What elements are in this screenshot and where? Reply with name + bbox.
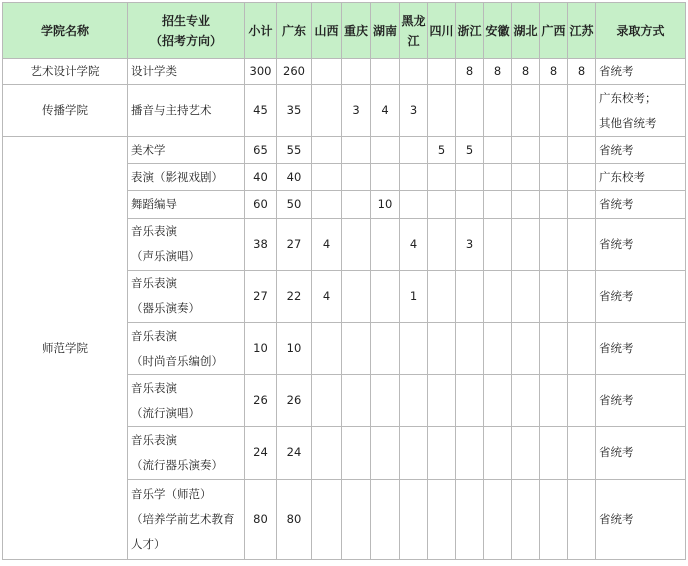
province-count-cell xyxy=(512,322,540,374)
province-count-cell xyxy=(456,479,484,559)
college-cell: 艺术设计学院 xyxy=(3,59,128,85)
table-row xyxy=(3,137,686,164)
admission-cell xyxy=(596,218,686,270)
province-count-cell xyxy=(312,164,342,191)
province-count-cell xyxy=(568,322,596,374)
province-count-cell xyxy=(371,164,400,191)
admission-line: 省统考 xyxy=(599,288,634,303)
province-count-cell xyxy=(428,322,456,374)
province-count-cell: 8 xyxy=(512,59,540,85)
province-count-cell xyxy=(342,191,371,218)
province-count-cell xyxy=(568,375,596,427)
total-cell: 45 xyxy=(245,85,277,137)
province-count-cell xyxy=(428,270,456,322)
header-province: 广西 xyxy=(540,3,568,59)
province-count-cell xyxy=(456,427,484,479)
province-count-cell: 8 xyxy=(568,59,596,85)
header-province-heilongjiang: 黑龙江 xyxy=(401,13,426,48)
province-count-cell xyxy=(428,479,456,559)
major-line: 设计学类 xyxy=(131,64,177,79)
total-cell: 27 xyxy=(245,270,277,322)
province-count-cell: 3 xyxy=(456,218,484,270)
admission-line: 省统考 xyxy=(599,197,634,212)
province-count-cell xyxy=(342,137,371,164)
province-count-cell: 22 xyxy=(277,270,312,322)
province-count-cell xyxy=(540,218,568,270)
province-count-cell: 3 xyxy=(342,85,371,137)
major-line: 播音与主持艺术 xyxy=(131,103,212,118)
province-count-cell: 1 xyxy=(400,270,428,322)
major-line: 音乐表演 xyxy=(131,380,177,395)
province-count-cell: 5 xyxy=(428,137,456,164)
province-count-cell xyxy=(400,479,428,559)
province-count-cell xyxy=(400,137,428,164)
province-count-cell xyxy=(371,270,400,322)
province-count-cell: 4 xyxy=(312,218,342,270)
province-count-cell xyxy=(484,191,512,218)
header-province: 安徽 xyxy=(484,3,512,59)
major-line: 音乐表演 xyxy=(131,276,177,291)
province-count-cell xyxy=(540,322,568,374)
major-cell xyxy=(128,322,245,374)
admission-cell xyxy=(596,322,686,374)
header-province: 广东 xyxy=(277,3,312,59)
province-count-cell: 35 xyxy=(277,85,312,137)
province-count-cell xyxy=(400,191,428,218)
header-row xyxy=(3,3,686,59)
admission-line: 省统考 xyxy=(599,393,634,408)
province-count-cell xyxy=(540,191,568,218)
header-province: 湖南 xyxy=(371,3,400,59)
province-count-cell xyxy=(512,479,540,559)
major-cell xyxy=(128,218,245,270)
province-count-cell xyxy=(540,270,568,322)
province-count-cell: 24 xyxy=(277,427,312,479)
major-line: （声乐演唱） xyxy=(131,249,200,264)
major-line: （器乐演奏） xyxy=(131,301,200,316)
province-count-cell xyxy=(428,85,456,137)
admission-line: 省统考 xyxy=(599,341,634,356)
total-cell: 24 xyxy=(245,427,277,479)
province-count-cell xyxy=(312,59,342,85)
header-province: 湖北 xyxy=(512,3,540,59)
province-count-cell: 3 xyxy=(400,85,428,137)
province-count-cell xyxy=(484,479,512,559)
major-cell xyxy=(128,137,245,164)
major-line: 音乐表演 xyxy=(131,432,177,447)
province-count-cell xyxy=(342,427,371,479)
province-count-cell xyxy=(456,164,484,191)
province-count-cell xyxy=(312,191,342,218)
header-admission: 录取方式 xyxy=(596,3,686,59)
province-count-cell xyxy=(312,85,342,137)
major-line: （流行器乐演奏） xyxy=(131,457,223,472)
province-count-cell xyxy=(342,59,371,85)
province-count-cell xyxy=(371,375,400,427)
province-count-cell xyxy=(400,427,428,479)
province-count-cell xyxy=(484,85,512,137)
major-line: （时尚音乐编创） xyxy=(131,353,223,368)
admission-cell xyxy=(596,479,686,559)
admission-cell xyxy=(596,85,686,137)
total-cell: 80 xyxy=(245,479,277,559)
province-count-cell xyxy=(484,375,512,427)
total-cell: 10 xyxy=(245,322,277,374)
province-count-cell xyxy=(568,479,596,559)
major-line: （培养学前艺术教育 xyxy=(131,511,235,526)
total-cell: 40 xyxy=(245,164,277,191)
province-count-cell xyxy=(371,479,400,559)
major-line: 人才） xyxy=(131,536,166,551)
major-cell xyxy=(128,85,245,137)
header-major xyxy=(128,3,245,59)
province-count-cell xyxy=(312,479,342,559)
province-count-cell xyxy=(568,85,596,137)
province-count-cell xyxy=(512,427,540,479)
province-count-cell xyxy=(371,427,400,479)
province-count-cell xyxy=(342,218,371,270)
province-count-cell xyxy=(428,427,456,479)
province-count-cell xyxy=(512,191,540,218)
header-major-line2: （招考方向） xyxy=(149,33,222,48)
province-count-cell: 27 xyxy=(277,218,312,270)
province-count-cell xyxy=(428,59,456,85)
province-count-cell xyxy=(428,218,456,270)
province-count-cell xyxy=(371,59,400,85)
major-line: 表演（影视戏剧） xyxy=(131,169,223,184)
province-count-cell xyxy=(456,85,484,137)
admission-line: 省统考 xyxy=(599,236,634,251)
total-cell: 26 xyxy=(245,375,277,427)
header-province: 重庆 xyxy=(342,3,371,59)
admission-line: 广东校考； xyxy=(599,90,657,105)
province-count-cell xyxy=(512,270,540,322)
header-major-line1: 招生专业 xyxy=(161,13,210,28)
header-province xyxy=(400,3,428,59)
province-count-cell xyxy=(400,59,428,85)
province-count-cell xyxy=(312,427,342,479)
admission-line: 省统考 xyxy=(599,445,634,460)
province-count-cell xyxy=(400,375,428,427)
header-province: 四川 xyxy=(428,3,456,59)
province-count-cell xyxy=(512,137,540,164)
province-count-cell xyxy=(456,191,484,218)
province-count-cell: 10 xyxy=(371,191,400,218)
table-row xyxy=(3,85,686,137)
province-count-cell xyxy=(540,427,568,479)
province-count-cell: 4 xyxy=(400,218,428,270)
total-cell: 300 xyxy=(245,59,277,85)
province-count-cell xyxy=(428,375,456,427)
province-count-cell xyxy=(456,322,484,374)
major-line: （流行演唱） xyxy=(131,405,200,420)
province-count-cell xyxy=(568,191,596,218)
province-count-cell xyxy=(512,164,540,191)
admission-line: 省统考 xyxy=(599,142,634,157)
province-count-cell xyxy=(342,322,371,374)
header-total: 小计 xyxy=(245,3,277,59)
major-cell xyxy=(128,427,245,479)
total-cell: 65 xyxy=(245,137,277,164)
province-count-cell xyxy=(540,479,568,559)
college-cell: 师范学院 xyxy=(3,137,128,560)
admission-cell xyxy=(596,164,686,191)
header-province: 江苏 xyxy=(568,3,596,59)
province-count-cell xyxy=(568,137,596,164)
province-count-cell xyxy=(484,137,512,164)
table-row xyxy=(3,59,686,85)
province-count-cell xyxy=(342,164,371,191)
province-count-cell xyxy=(484,322,512,374)
province-count-cell xyxy=(371,218,400,270)
province-count-cell: 26 xyxy=(277,375,312,427)
province-count-cell xyxy=(484,164,512,191)
admission-line: 省统考 xyxy=(599,511,634,526)
admission-cell xyxy=(596,270,686,322)
province-count-cell xyxy=(568,218,596,270)
province-count-cell xyxy=(512,218,540,270)
province-count-cell: 5 xyxy=(456,137,484,164)
province-count-cell: 8 xyxy=(540,59,568,85)
province-count-cell xyxy=(456,375,484,427)
province-count-cell xyxy=(484,270,512,322)
major-cell xyxy=(128,479,245,559)
header-province: 山西 xyxy=(312,3,342,59)
admission-cell xyxy=(596,427,686,479)
admission-line: 省统考 xyxy=(599,64,634,79)
major-cell xyxy=(128,164,245,191)
college-cell: 传播学院 xyxy=(3,85,128,137)
province-count-cell: 50 xyxy=(277,191,312,218)
province-count-cell: 4 xyxy=(312,270,342,322)
major-cell xyxy=(128,270,245,322)
province-count-cell xyxy=(484,427,512,479)
province-count-cell xyxy=(428,164,456,191)
province-count-cell: 4 xyxy=(371,85,400,137)
province-count-cell: 260 xyxy=(277,59,312,85)
major-line: 音乐学（师范） xyxy=(131,486,212,501)
admission-line: 广东校考 xyxy=(599,169,645,184)
header-college: 学院名称 xyxy=(3,3,128,59)
total-cell: 60 xyxy=(245,191,277,218)
province-count-cell xyxy=(568,164,596,191)
province-count-cell: 55 xyxy=(277,137,312,164)
admission-cell xyxy=(596,59,686,85)
province-count-cell xyxy=(312,322,342,374)
province-count-cell: 40 xyxy=(277,164,312,191)
major-cell xyxy=(128,375,245,427)
province-count-cell: 10 xyxy=(277,322,312,374)
province-count-cell xyxy=(540,164,568,191)
major-cell xyxy=(128,191,245,218)
province-count-cell xyxy=(312,375,342,427)
major-cell xyxy=(128,59,245,85)
province-count-cell xyxy=(400,164,428,191)
province-count-cell: 8 xyxy=(456,59,484,85)
major-line: 美术学 xyxy=(131,142,166,157)
province-count-cell xyxy=(568,427,596,479)
province-count-cell xyxy=(540,85,568,137)
province-count-cell xyxy=(342,479,371,559)
total-cell: 38 xyxy=(245,218,277,270)
province-count-cell xyxy=(428,191,456,218)
admission-cell xyxy=(596,375,686,427)
admission-cell xyxy=(596,137,686,164)
province-count-cell xyxy=(456,270,484,322)
province-count-cell xyxy=(484,218,512,270)
enrollment-table xyxy=(2,2,686,560)
header-province: 浙江 xyxy=(456,3,484,59)
province-count-cell xyxy=(312,137,342,164)
major-line: 舞蹈编导 xyxy=(131,197,177,212)
province-count-cell xyxy=(568,270,596,322)
province-count-cell xyxy=(512,85,540,137)
major-line: 音乐表演 xyxy=(131,224,177,239)
admission-line: 其他省统考 xyxy=(599,115,657,130)
province-count-cell xyxy=(371,322,400,374)
province-count-cell xyxy=(342,270,371,322)
province-count-cell xyxy=(342,375,371,427)
province-count-cell: 80 xyxy=(277,479,312,559)
province-count-cell xyxy=(540,137,568,164)
province-count-cell xyxy=(400,322,428,374)
province-count-cell: 8 xyxy=(484,59,512,85)
province-count-cell xyxy=(371,137,400,164)
province-count-cell xyxy=(512,375,540,427)
province-count-cell xyxy=(540,375,568,427)
major-line: 音乐表演 xyxy=(131,328,177,343)
admission-cell xyxy=(596,191,686,218)
